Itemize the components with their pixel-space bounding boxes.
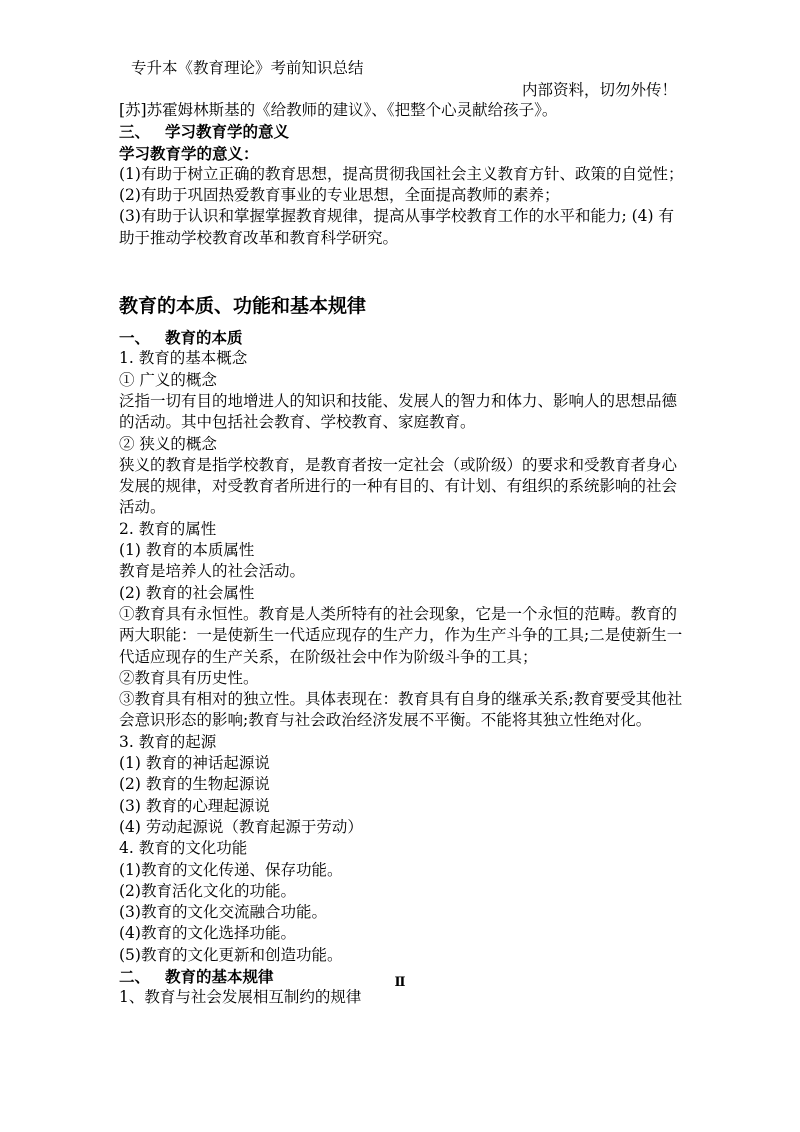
header-note: 内部资料，切勿外传！ [522, 81, 678, 99]
list-item: (4)教育的文化选择功能。 [119, 924, 296, 943]
section-heading [119, 121, 689, 142]
paragraph: 泛指一切有目的地增进人的知识和技能、发展人的智力和体力、影响人的思想品德的活动。其中包括社会教育、学校教育、家庭教育。 [119, 391, 678, 432]
subtopic-heading: ② 狭义的概念 [119, 434, 217, 453]
document-body [119, 100, 689, 1009]
section-title: 学习教育学的意义 [165, 122, 290, 142]
list-item: (2)教育活化文化的功能。 [119, 881, 296, 900]
topic-heading: 1. 教育的基本概念 [119, 349, 248, 368]
chapter-title: 教育的本质、功能和基本规律 [119, 295, 367, 318]
text-line: [苏]苏霍姆林斯基的《给教师的建议》、《把整个心灵献给孩子》。 [119, 101, 558, 119]
paragraph: ③教育具有相对的独立性。具体表现在：教育具有自身的继承关系;教育要受其他社会意识形态的影响;教育与社会政治经济发展不平衡。不能将其独立性绝对化。 [119, 690, 683, 730]
header-title: 专升本《教育理论》考前知识总结 [131, 59, 364, 77]
paragraph: ②教育具有历史性。 [119, 668, 259, 687]
section-number: 二、 [119, 966, 151, 986]
section-number: 一、 [119, 328, 151, 348]
list-item: (3)教育的文化交流融合功能。 [119, 903, 327, 922]
paragraph: 教育是培养人的社会活动。 [119, 562, 306, 581]
subtopic-heading: ① 广义的概念 [119, 370, 217, 389]
list-item: (4) 劳动起源说（教育起源于劳动） [119, 817, 363, 836]
subheading: 学习教育学的意义： [119, 143, 259, 163]
section-number: 三、 [119, 122, 151, 142]
paragraph: (2)有助于巩固热爱教育事业的专业思想，全面提高教师的素养； [119, 186, 560, 205]
subtopic-heading: (1) 教育的本质属性 [119, 541, 255, 560]
subtopic-heading: (2) 教育的社会属性 [119, 583, 255, 602]
paragraph: (3)有助于认识和掌握掌握教育规律，提高从事学校教育工作的水平和能力; (4) 有助于推动学校教育改革和教育科学研究。 [119, 207, 674, 247]
list-item: (1)教育的文化传递、保存功能。 [119, 860, 343, 879]
section-title: 教育的基本规律 [165, 966, 274, 986]
paragraph: ①教育具有永恒性。教育是人类所特有的社会现象，它是一个永恒的范畴。教育的两大职能：一是使新生一代适应现存的生产力，作为生产斗争的工具;二是使新生一代适应现存的生产关系，在阶级社会中作为阶级斗争的工具； [119, 604, 683, 666]
paragraph: (1)有助于树立正确的教育思想，提高贯彻我国社会主义教育方针、政策的自觉性； [119, 164, 684, 183]
topic-heading: 4. 教育的文化功能 [119, 839, 248, 858]
page-number: Ⅱ [394, 975, 406, 990]
list-item: (2) 教育的生物起源说 [119, 775, 270, 794]
list-item: (1) 教育的神话起源说 [119, 754, 270, 773]
list-item: (5)教育的文化更新和创造功能。 [119, 945, 343, 964]
section-title: 教育的本质 [165, 328, 243, 348]
paragraph: 狭义的教育是指学校教育，是教育者按一定社会（或阶级）的要求和受教育者身心发展的规律，对受教育者所进行的一种有目的、有计划、有组织的系统影响的社会活动。 [119, 455, 678, 517]
section-heading [119, 327, 689, 348]
topic-heading: 1、教育与社会发展相互制约的规律 [119, 988, 362, 1007]
topic-heading: 3. 教育的起源 [119, 732, 217, 751]
list-item: (3) 教育的心理起源说 [119, 796, 270, 815]
topic-heading: 2. 教育的属性 [119, 519, 217, 538]
